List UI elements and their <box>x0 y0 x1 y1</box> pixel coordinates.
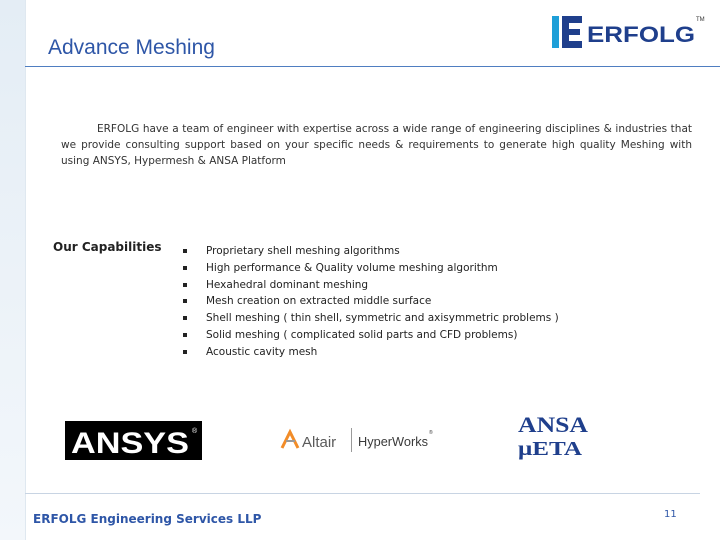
capability-item: Hexahedral dominant meshing <box>183 277 559 294</box>
capability-item: Shell meshing ( thin shell, symmetric and axisymmetric problems ) <box>183 310 559 327</box>
altair-logo-divider <box>351 428 352 452</box>
capabilities-list <box>183 243 559 361</box>
capability-item: Proprietary shell meshing algorithms <box>183 243 559 260</box>
erfolg-logo-tm: TM <box>696 17 705 23</box>
intro-brand: ERFOLG <box>97 123 140 135</box>
intro-paragraph <box>61 121 692 169</box>
ansys-logo-mark: ® <box>192 428 198 435</box>
ansa-meta-logo <box>512 410 596 460</box>
altair-hyperworks-logo <box>280 424 435 456</box>
capability-item: Solid meshing ( complicated solid parts and CFD problems) <box>183 327 559 344</box>
erfolg-logo <box>552 12 708 52</box>
erfolg-logo-bar <box>552 16 559 48</box>
left-accent-bar <box>0 0 26 540</box>
capability-item: High performance & Quality volume meshing algorithm <box>183 260 559 277</box>
slide-title: Advance Meshing <box>48 36 215 59</box>
footer-company: ERFOLG Engineering Services LLP <box>33 512 262 526</box>
erfolg-logo-text: ERFOLG <box>587 22 695 47</box>
capability-item: Acoustic cavity mesh <box>183 344 559 361</box>
ansys-logo-text: ANSYS <box>71 427 189 460</box>
erfolg-logo-e-mark <box>562 16 582 48</box>
ansa-logo-text: ANSA <box>518 412 589 437</box>
capabilities-label: Our Capabilities <box>53 240 162 254</box>
ansys-logo <box>65 421 202 460</box>
capability-item: Mesh creation on extracted middle surface <box>183 293 559 310</box>
intro-text: have a team of engineer with expertise across a wide range of engineering disciplines & industries that we provide consulting support based on your specific needs & requirements to generate high quality Meshing with using ANSYS, Hypermesh & ANSA Platform <box>61 123 692 167</box>
footer-divider <box>25 493 700 494</box>
hyperworks-logo-mark: ® <box>429 430 433 436</box>
meta-logo-text: μETA <box>518 438 583 460</box>
title-divider <box>25 66 720 67</box>
altair-logo-text: Altair <box>302 434 337 451</box>
hyperworks-logo-text: HyperWorks <box>358 434 429 449</box>
page-number: 11 <box>664 509 677 520</box>
